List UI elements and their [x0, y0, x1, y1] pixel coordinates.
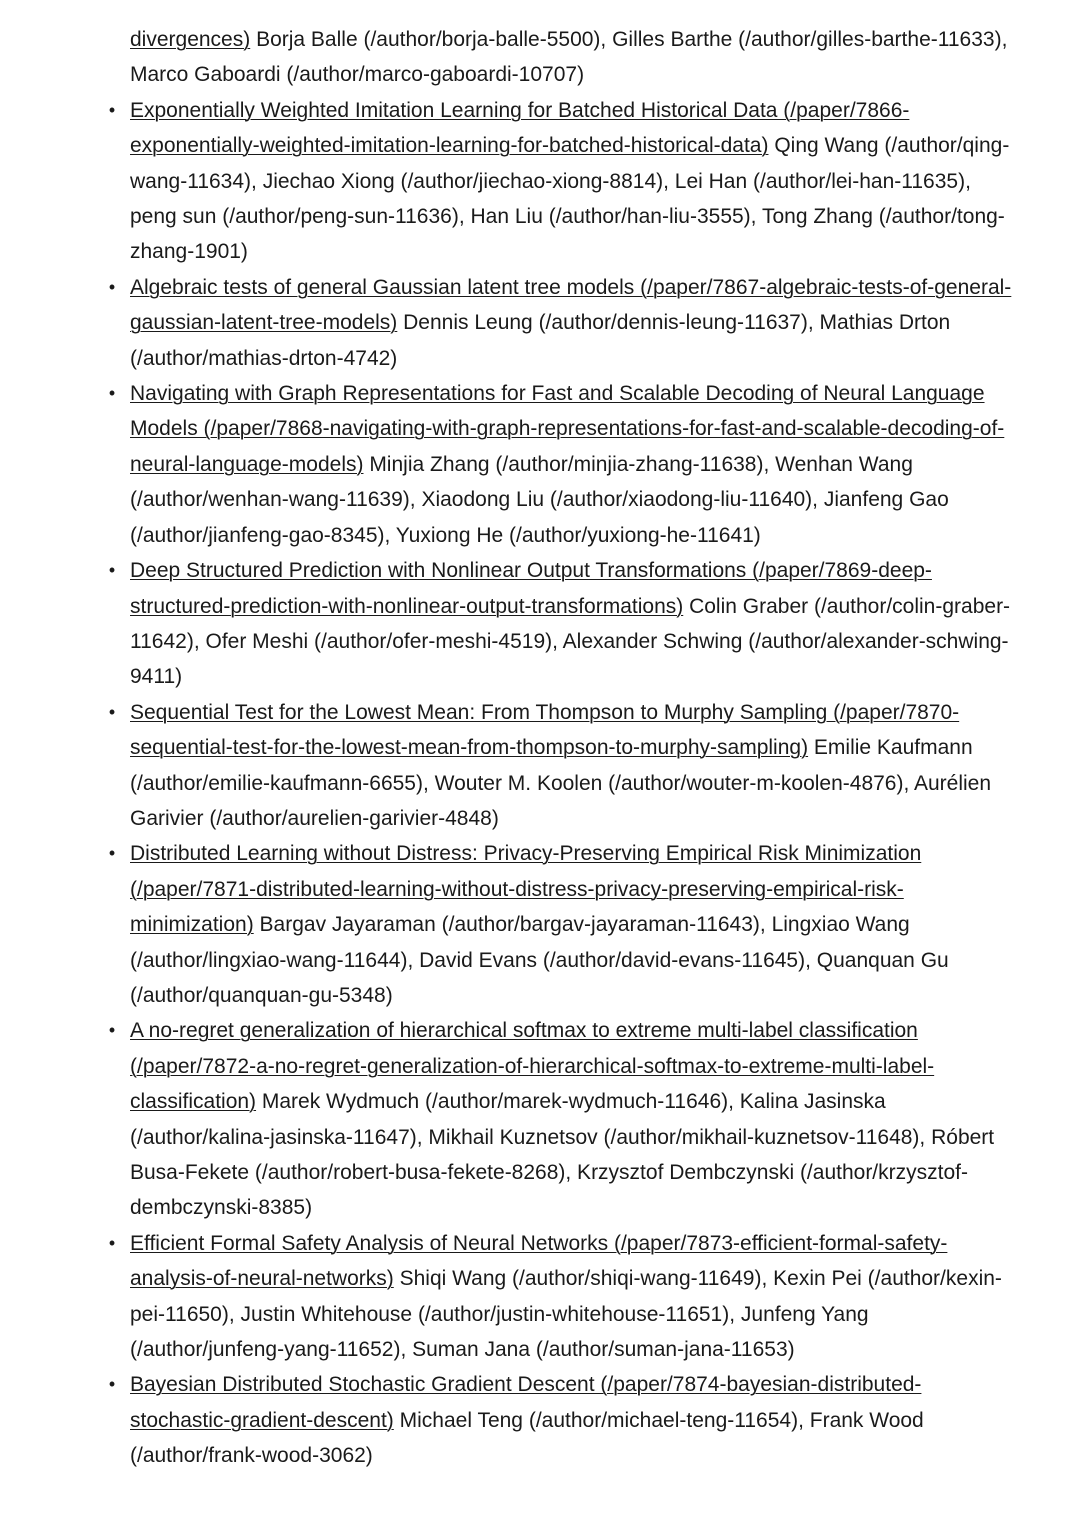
paper-title-link[interactable]: Efficient Formal Safety Analysis of Neural Networks (/paper/7873-efficient-formal-safety-analysis-of-neural-networks): [130, 1231, 948, 1291]
paper-title-link[interactable]: divergences): [130, 28, 251, 51]
paper-title-link[interactable]: A no-regret generalization of hierarchical softmax to extreme multi-label classification (/paper/7872-a-no-regret-generalization-of-hierarchical-softmax-to-extreme-multi-label-classification): [130, 1019, 935, 1114]
paper-title-link[interactable]: Navigating with Graph Representations for Fast and Scalable Decoding of Neural Language Models (/paper/7868-navigating-with-graph-representations-for-fast-and-scalable-decoding-of-neural-language-models): [130, 382, 1005, 476]
list-item: [108, 376, 1015, 553]
paper-authors: Minjia Zhang (/author/minjia-zhang-11638), Wenhan Wang (/author/wenhan-wang-11639), Xiaodong Liu (/author/xiaodong-liu-11640), Jianfeng Gao (/author/jianfeng-gao-8345), Yuxiong He (/author/yuxiong-he-11641): [130, 452, 949, 547]
list-item: [108, 1013, 1015, 1225]
paper-authors: Shiqi Wang (/author/shiqi-wang-11649), Kexin Pei (/author/kexin-pei-11650), Justin Whitehouse (/author/justin-whitehouse-11651), Junfeng Yang (/author/junfeng-yang-11652), Suman Jana (/author/suman-jana-11653): [130, 1267, 1002, 1362]
paper-title-link[interactable]: Exponentially Weighted Imitation Learning for Batched Historical Data (/paper/7866-exponentially-weighted-imitation-learning-for-batched-historical-data): [130, 98, 910, 158]
paper-title-link[interactable]: Sequential Test for the Lowest Mean: From Thompson to Murphy Sampling (/paper/7870-sequential-test-for-the-lowest-mean-from-thompson-to-murphy-sampling): [130, 700, 960, 760]
bullet-icon: •: [108, 1020, 116, 1041]
paper-authors: Bargav Jayaraman (/author/bargav-jayaraman-11643), Lingxiao Wang (/author/lingxiao-wang-11644), David Evans (/author/david-evans-11645), Quanquan Gu (/author/quanquan-gu-5348): [130, 913, 949, 1007]
paper-authors: Dennis Leung (/author/dennis-leung-11637), Mathias Drton (/author/mathias-drton-4742): [130, 311, 951, 370]
paper-authors: Emilie Kaufmann (/author/emilie-kaufmann-6655), Wouter M. Koolen (/author/wouter-m-koolen-4876), Aurélien Garivier (/author/aurelien-garivier-4848): [130, 736, 992, 830]
paper-title-link[interactable]: Algebraic tests of general Gaussian latent tree models (/paper/7867-algebraic-tests-of-general-gaussian-latent-tree-models): [130, 275, 1012, 335]
paper-authors: Colin Graber (/author/colin-graber-11642), Ofer Meshi (/author/ofer-meshi-4519), Alexander Schwing (/author/alexander-schwing-9411): [130, 594, 1011, 689]
list-item: [108, 270, 1015, 376]
paper-list-content: [108, 22, 1015, 1474]
list-item: [108, 1367, 1015, 1473]
paper-authors: Michael Teng (/author/michael-teng-11654), Frank Wood (/author/frank-wood-3062): [130, 1408, 924, 1468]
paper-authors: Marek Wydmuch (/author/marek-wydmuch-11646), Kalina Jasinska (/author/kalina-jasinska-11647), Mikhail Kuznetsov (/author/mikhail-kuznetsov-11648), Róbert Busa-Fekete (/author/robert-busa-fekete-8268), Krzysztof Dembczynski (/author/krzysztof-dembczynski-8385): [130, 1090, 995, 1220]
bullet-icon: •: [108, 701, 116, 722]
list-item: [108, 553, 1015, 695]
bullet-icon: •: [108, 99, 116, 120]
bullet-icon: •: [108, 560, 116, 581]
bullet-icon: •: [108, 276, 116, 297]
bullet-icon: •: [108, 843, 116, 864]
paper-title-link[interactable]: Distributed Learning without Distress: Privacy-Preserving Empirical Risk Minimization (/paper/7871-distributed-learning-without-distress-privacy-preserving-empirical-risk-minimization): [130, 842, 922, 937]
bullet-icon: •: [108, 1374, 116, 1395]
paper-list: [108, 93, 1015, 1474]
paper-title-link[interactable]: Bayesian Distributed Stochastic Gradient Descent (/paper/7874-bayesian-distributed-stochastic-gradient-descent): [130, 1373, 922, 1432]
list-item: [108, 1226, 1015, 1368]
paper-authors: Borja Balle (/author/borja-balle-5500), Gilles Barthe (/author/gilles-barthe-11633), Marco Gaboardi (/author/marco-gaboardi-10707): [130, 28, 1008, 87]
bullet-icon: •: [108, 1232, 116, 1253]
paper-authors: Qing Wang (/author/qing-wang-11634), Jiechao Xiong (/author/jiechao-xiong-8814), Lei Han (/author/lei-han-11635), peng sun (/author/peng-sun-11636), Han Liu (/author/han-liu-3555), Tong Zhang (/author/tong-zhang-1901): [130, 134, 1010, 264]
list-item-continuation: [130, 22, 1015, 93]
paper-title-link[interactable]: Deep Structured Prediction with Nonlinear Output Transformations (/paper/7869-deep-structured-prediction-with-nonlinear-output-transformations): [130, 559, 932, 618]
list-item: [108, 93, 1015, 270]
list-item: [108, 836, 1015, 1013]
list-item: [108, 695, 1015, 837]
bullet-icon: •: [108, 383, 116, 404]
